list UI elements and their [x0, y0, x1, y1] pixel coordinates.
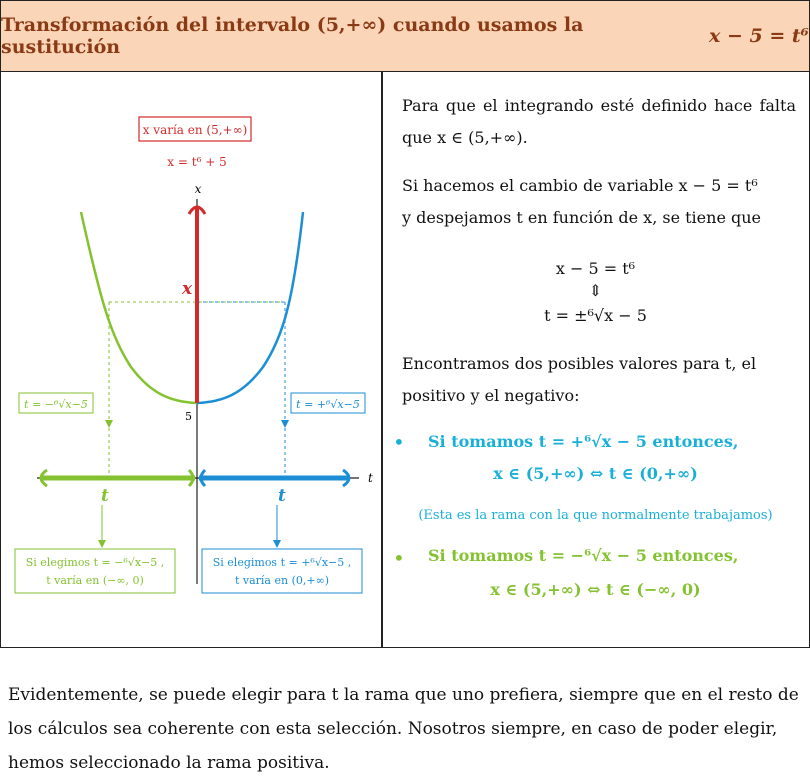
right-result-line1: Si elegimos t = +⁶√x−5 , — [212, 556, 352, 569]
bullet-positive: • — [393, 430, 405, 454]
top-equation: x = t⁶ + 5 — [167, 155, 227, 169]
right-curve-eq: t = +⁶√x−5 — [296, 398, 360, 411]
right-down-arrowhead — [273, 540, 281, 548]
left-curve — [81, 212, 197, 403]
footer-line-3: hemos seleccionado la rama positiva. — [8, 753, 330, 773]
header-expression: x − 5 = t⁶ — [709, 25, 809, 47]
equation-equivalence: ⇕ — [588, 281, 603, 300]
left-curve-eq: t = −⁶√x−5 — [24, 398, 88, 411]
x-label: x — [182, 279, 193, 299]
branch-negative-title: Si tomamos t = −⁶√x − 5 entonces, — [428, 546, 739, 565]
axis-t-variable: t — [368, 471, 373, 485]
footer-line-1: Evidentemente, se puede elegir para t la rama que uno prefiera, siempre que en el resto de — [8, 685, 799, 705]
paragraph-substitution-1: Si hacemos el cambio de variable x − 5 = t⁶ — [402, 176, 758, 195]
paragraph-values-2: positivo y el negativo: — [402, 386, 580, 405]
right-curve — [197, 212, 303, 403]
right-guide-arrow — [281, 420, 289, 428]
paragraph-substitution-2: y despejamos t en función de x, se tiene que — [402, 208, 762, 227]
footer-line-2: los cálculos sea coherente con esta selección. Nosotros siempre, en caso de poder elegir, — [8, 719, 778, 739]
branch-positive-title: Si tomamos t = +⁶√x − 5 entonces, — [428, 432, 739, 451]
branch-positive-note: (Esta es la rama con la que normalmente trabajamos) — [418, 508, 773, 523]
paragraph-domain: Para que el integrando esté definido hace falta que x ∈ (5,+∞). — [402, 96, 796, 147]
bullet-negative: • — [393, 546, 405, 570]
branch-negative-interval: x ∈ (5,+∞) ⇔ t ∈ (−∞, 0) — [490, 580, 701, 599]
left-result-line1: Si elegimos t = −⁶√x−5 , — [25, 556, 165, 569]
branch-positive-interval: x ∈ (5,+∞) ⇔ t ∈ (0,+∞) — [493, 464, 698, 483]
text-panel — [383, 72, 808, 647]
top-box-text: x varía en (5,+∞) — [142, 123, 248, 137]
t-label-left: t — [101, 486, 109, 506]
header-title: Transformación del intervalo (5,+∞) cuando usamos la sustitución — [1, 14, 584, 58]
graph-panel — [1, 72, 381, 647]
axis-x-variable: x — [194, 182, 202, 196]
header — [1, 1, 809, 72]
left-result-line2: t varía en (−∞, 0) — [46, 574, 144, 587]
t-label-right: t — [278, 486, 286, 506]
five-tick: 5 — [185, 410, 192, 423]
paragraph-values-1: Encontramos dos posibles valores para t, el — [402, 354, 757, 373]
left-down-arrowhead — [98, 540, 106, 548]
right-result-line2: t varía en (0,+∞) — [234, 574, 330, 587]
left-guide-arrow — [105, 420, 113, 428]
equation-1: x − 5 = t⁶ — [555, 259, 636, 278]
equation-2: t = ±⁶√x − 5 — [544, 306, 647, 325]
graph-svg — [1, 72, 381, 647]
